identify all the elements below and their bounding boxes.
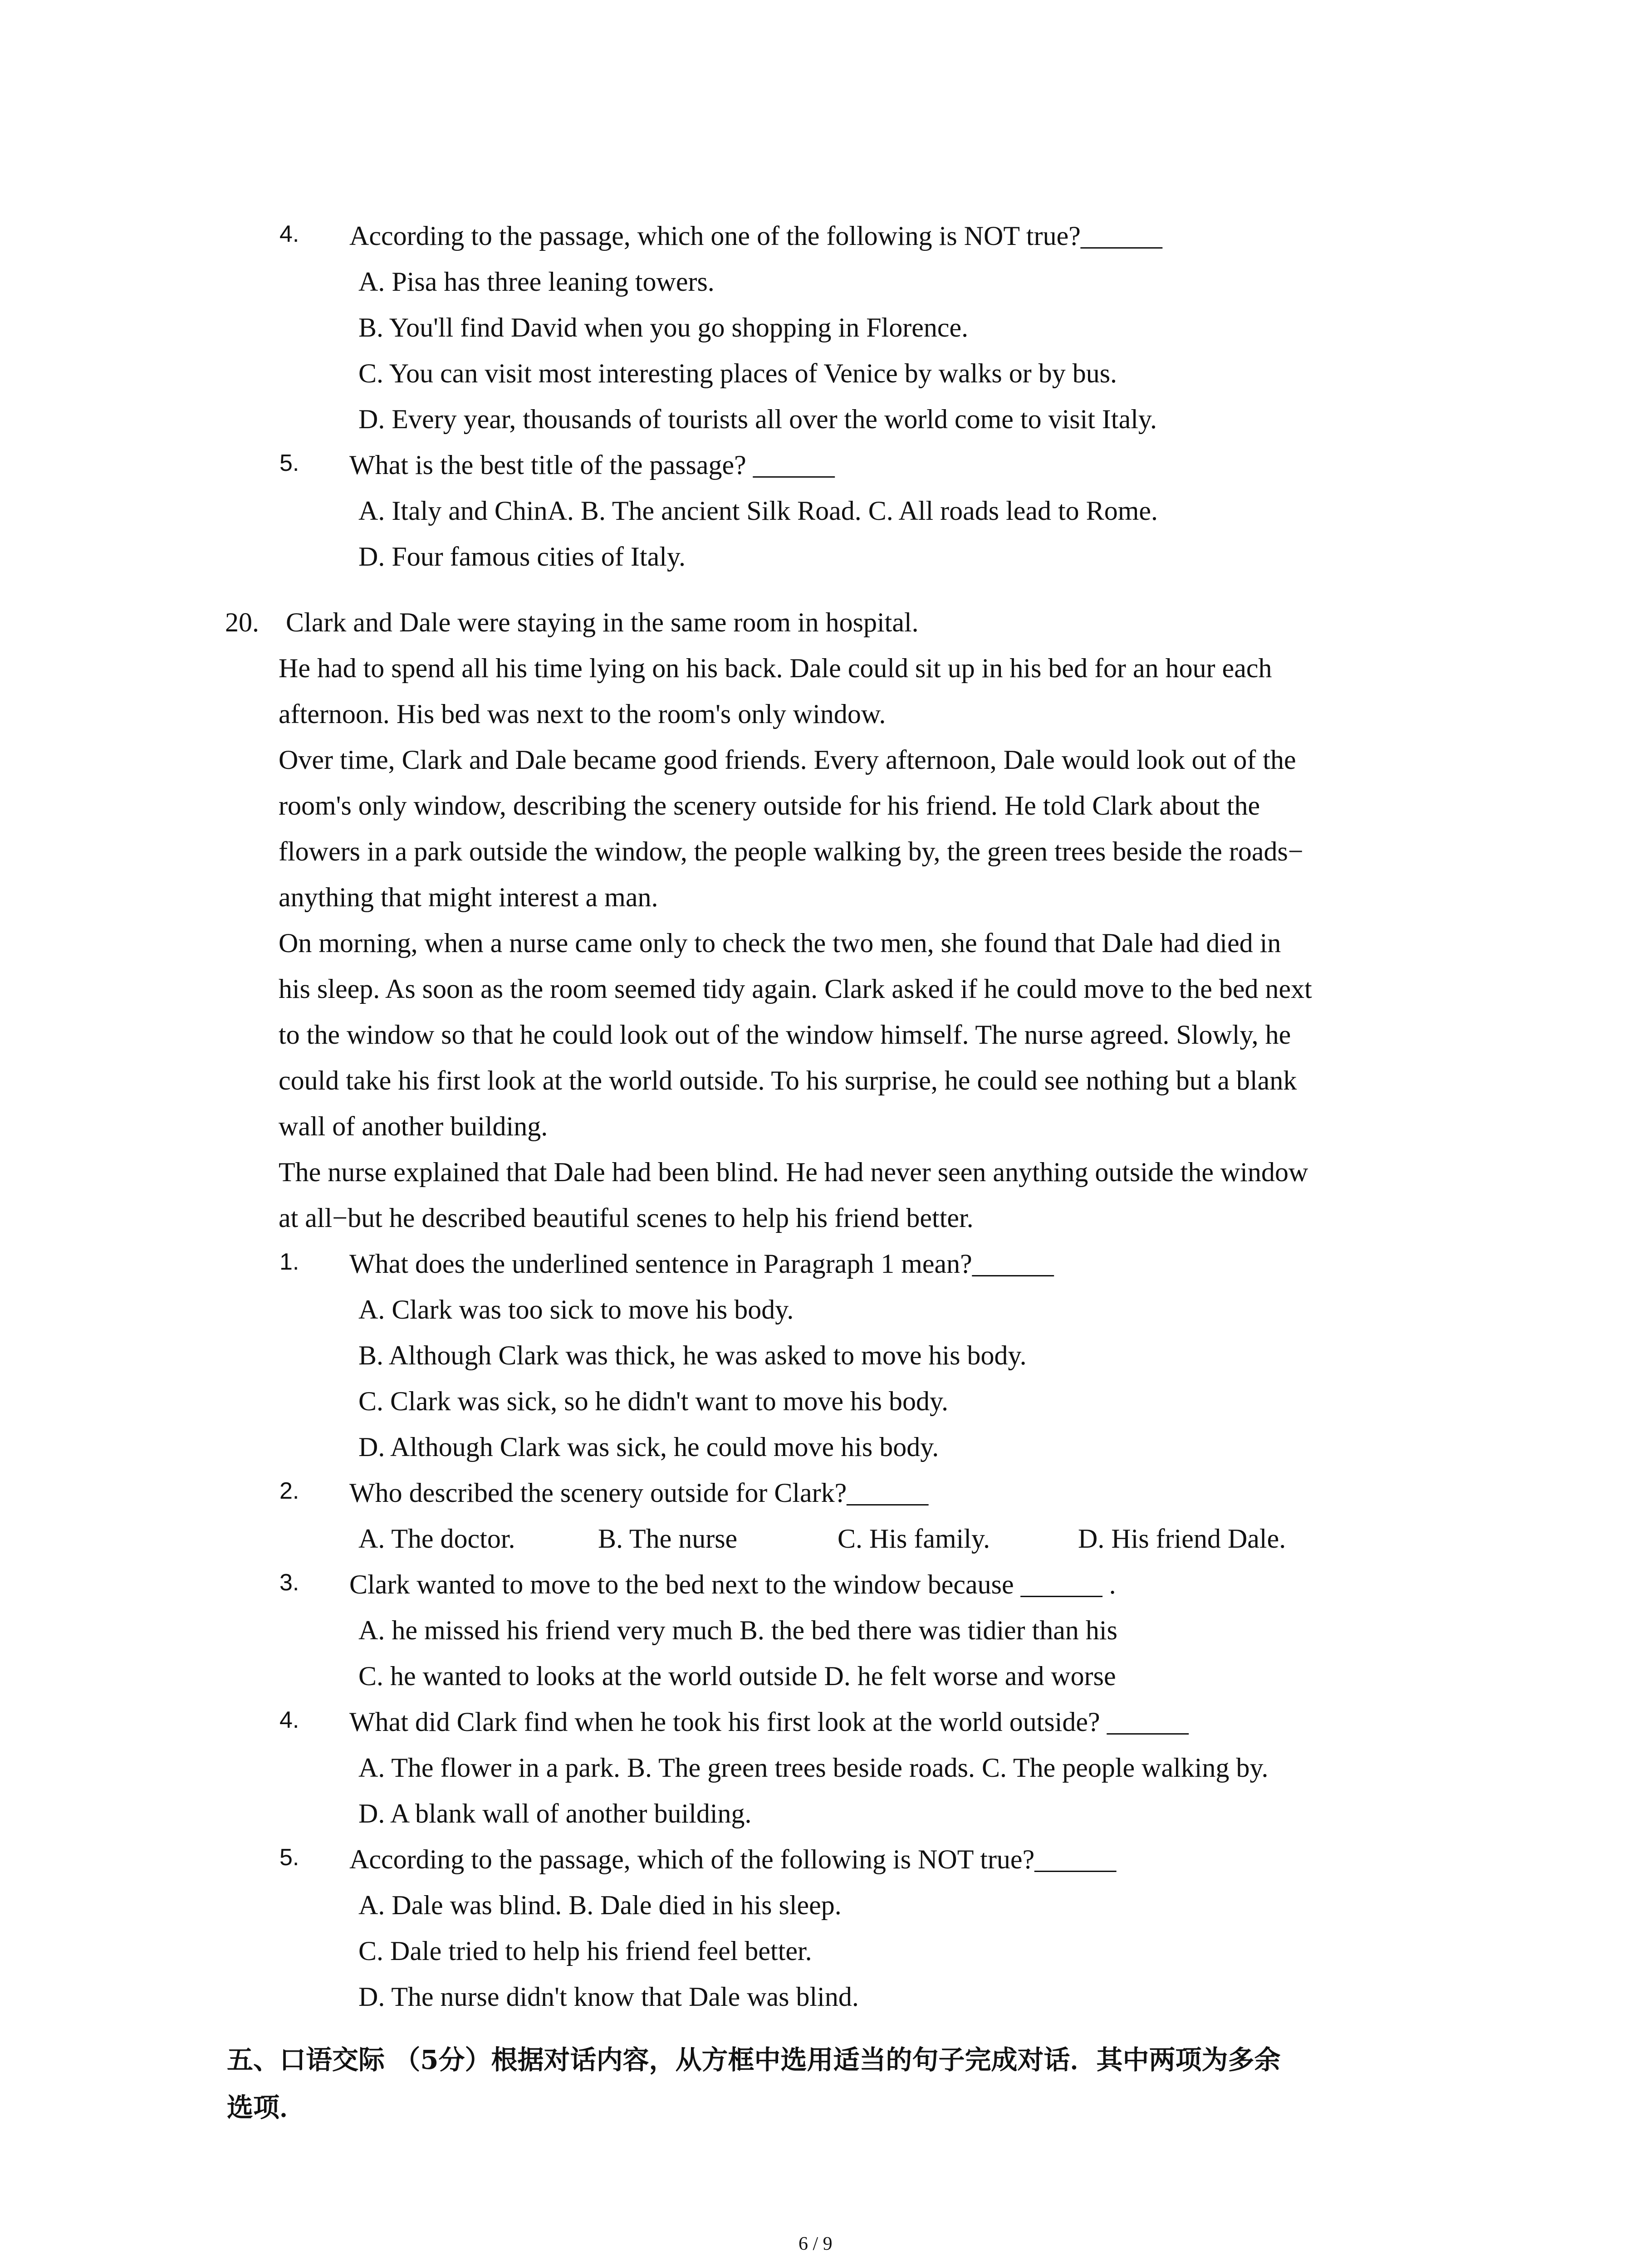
option: D. His friend Dale. bbox=[1078, 1524, 1286, 1554]
option: D. Although Clark was sick, he could move his body. bbox=[358, 1432, 939, 1462]
question-number: 1. bbox=[279, 1249, 299, 1275]
question-stem: Who described the scenery outside for Clark?______ bbox=[349, 1478, 929, 1508]
option: D. A blank wall of another building. bbox=[358, 1799, 752, 1828]
option: A. The doctor. bbox=[358, 1524, 515, 1554]
passage-line: could take his first look at the world outside. To his surprise, he could see nothing but a blank bbox=[279, 1066, 1297, 1095]
passage-line: Over time, Clark and Dale became good friends. Every afternoon, Dale would look out of the bbox=[279, 745, 1296, 775]
option: C. His family. bbox=[838, 1524, 990, 1554]
passage-line: wall of another building. bbox=[279, 1111, 548, 1141]
option: B. Although Clark was thick, he was asked to move his body. bbox=[358, 1340, 1027, 1370]
question-stem: What is the best title of the passage? ______ bbox=[349, 450, 835, 480]
question-stem: Clark wanted to move to the bed next to the window because ______ . bbox=[349, 1569, 1116, 1599]
option: B. The nurse bbox=[598, 1524, 738, 1554]
passage-number: 20. bbox=[225, 607, 259, 637]
option: A. he missed his friend very much B. the bed there was tidier than his bbox=[358, 1615, 1117, 1645]
question-number: 3. bbox=[279, 1569, 299, 1596]
option: D. The nurse didn't know that Dale was blind. bbox=[358, 1982, 859, 2012]
option: A. Italy and ChinA. B. The ancient Silk Road. C. All roads lead to Rome. bbox=[358, 496, 1158, 526]
option: C. Dale tried to help his friend feel better. bbox=[358, 1936, 812, 1966]
option: C. You can visit most interesting places of Venice by walks or by bus. bbox=[358, 358, 1117, 388]
passage-line: anything that might interest a man. bbox=[279, 882, 658, 912]
passage-line: to the window so that he could look out of the window himself. The nurse agreed. Slowly, he bbox=[279, 1020, 1291, 1050]
question-number: 5. bbox=[279, 450, 299, 476]
option: D. Four famous cities of Italy. bbox=[358, 542, 686, 572]
option: A. Dale was blind. B. Dale died in his sleep. bbox=[358, 1890, 842, 1920]
option: C. he wanted to looks at the world outside D. he felt worse and worse bbox=[358, 1661, 1116, 1691]
option: B. You'll find David when you go shopping in Florence. bbox=[358, 313, 969, 342]
question-stem: According to the passage, which one of the following is NOT true?______ bbox=[349, 221, 1162, 251]
section-heading: 五、口语交际 （5分）根据对话内容，从方框中选用适当的句子完成对话．其中两项为多余 bbox=[227, 2044, 1281, 2075]
option: D. Every year, thousands of tourists all over the world come to visit Italy. bbox=[358, 404, 1157, 434]
question-number: 5. bbox=[279, 1844, 299, 1871]
page-number: 6 / 9 bbox=[798, 2234, 833, 2254]
passage-line: afternoon. His bed was next to the room's only window. bbox=[279, 699, 886, 729]
passage-line: He had to spend all his time lying on his back. Dale could sit up in his bed for an hour each bbox=[279, 653, 1272, 683]
question-number: 2. bbox=[279, 1478, 299, 1504]
option: A. Clark was too sick to move his body. bbox=[358, 1295, 794, 1325]
passage-line: flowers in a park outside the window, the people walking by, the green trees beside the roads− bbox=[279, 836, 1303, 866]
passage-line: at all−but he described beautiful scenes to help his friend better. bbox=[279, 1203, 974, 1233]
passage-line: The nurse explained that Dale had been blind. He had never seen anything outside the window bbox=[279, 1157, 1308, 1187]
question-stem: What did Clark find when he took his first look at the world outside? ______ bbox=[349, 1707, 1189, 1737]
passage-line: On morning, when a nurse came only to check the two men, she found that Dale had died in bbox=[279, 928, 1281, 958]
question-number: 4. bbox=[279, 221, 299, 247]
option: A. Pisa has three leaning towers. bbox=[358, 267, 715, 297]
option: C. Clark was sick, so he didn't want to move his body. bbox=[358, 1386, 949, 1416]
section-heading-cont: 选项． bbox=[227, 2092, 306, 2123]
option: A. The flower in a park. B. The green trees beside roads. C. The people walking by. bbox=[358, 1753, 1269, 1783]
passage-line: Clark and Dale were staying in the same room in hospital. bbox=[286, 607, 919, 637]
question-stem: According to the passage, which of the following is NOT true?______ bbox=[349, 1844, 1117, 1874]
passage-line: room's only window, describing the scenery outside for his friend. He told Clark about the bbox=[279, 791, 1260, 821]
question-stem: What does the underlined sentence in Paragraph 1 mean?______ bbox=[349, 1249, 1054, 1279]
question-number: 4. bbox=[279, 1707, 299, 1733]
passage-line: his sleep. As soon as the room seemed tidy again. Clark asked if he could move to the bed next bbox=[279, 974, 1312, 1004]
